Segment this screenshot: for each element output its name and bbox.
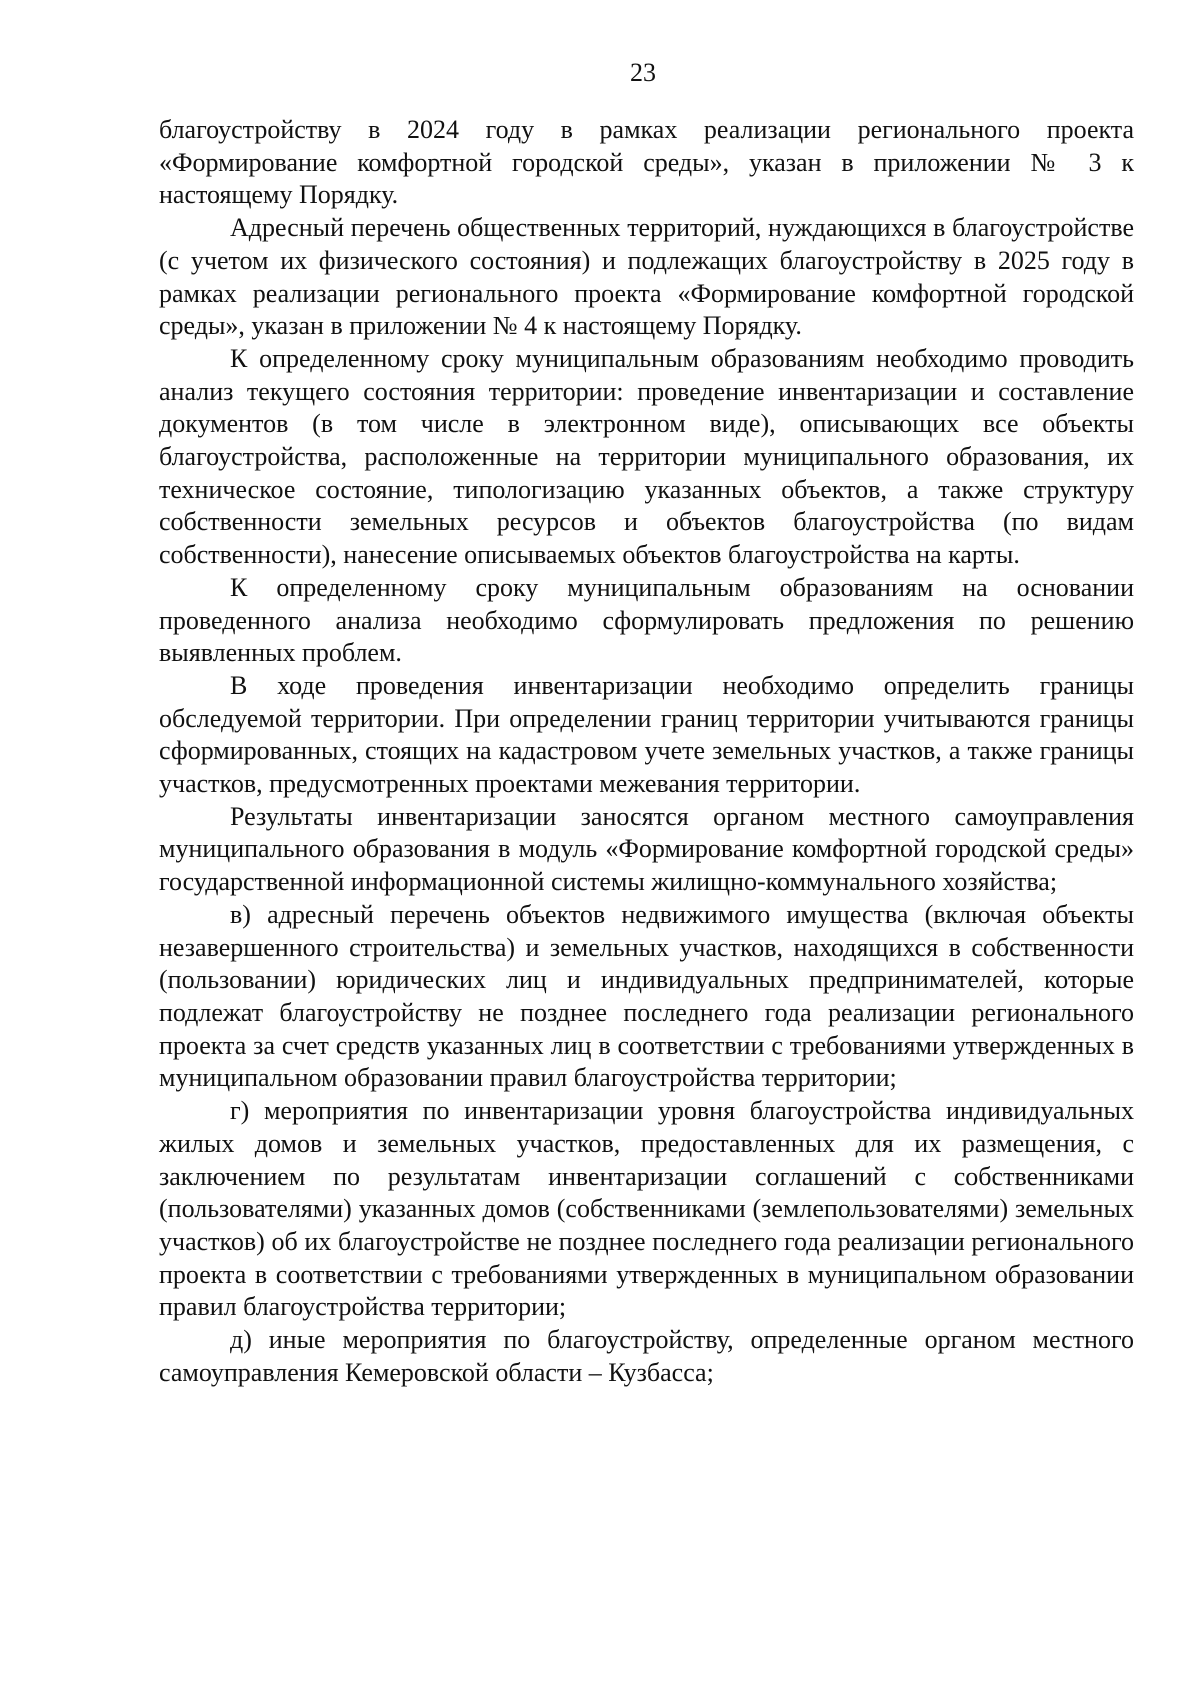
list-item-g: г) мероприятия по инвентаризации уровня благоустройства индивидуальных жилых домов и земельных участков, предоставленных для их размещения, с заключением по результатам инвентаризации соглашений с собственниками (пользователями) указанных домов (собственниками (землепользователями) земельных участков) об их благоустройстве не позднее последнего года реализации регионального проекта в соответствии с требованиями утвержденных в муниципальном образовании правил благоустройства территории; bbox=[159, 1096, 1134, 1322]
document-body bbox=[159, 114, 1134, 1389]
paragraph: Адресный перечень общественных территорий, нуждающихся в благоустройстве (с учетом их физического состояния) и подлежащих благоустройству в 2025 году в рамках реализации регионального проекта «Формирование комфортной городской среды», указан в приложении № 4 к настоящему Порядку. bbox=[159, 213, 1134, 341]
paragraph: К определенному сроку муниципальным образованиям необходимо проводить анализ текущего состояния территории: проведение инвентаризации и составление документов (в том числе в электронном виде), описывающих все объекты благоустройства, расположенные на территории муниципального образования, их техническое состояние, типологизацию указанных объектов, а также структуру собственности земельных ресурсов и объектов благоустройства (по видам собственности), нанесение описываемых объектов благоустройства на карты. bbox=[159, 343, 1134, 570]
page-number: 23 bbox=[630, 58, 656, 87]
list-item-d: д) иные мероприятия по благоустройству, определенные органом местного самоуправления Кемеровской области – Кузбасса; bbox=[159, 1325, 1134, 1387]
list-item-v: в) адресный перечень объектов недвижимого имущества (включая объекты незавершенного строительства) и земельных участков, находящихся в собственности (пользовании) юридических лиц и индивидуальных предпринимателей, которые подлежат благоустройству не позднее последнего года реализации регионального проекта за счет средств указанных лиц в соответствии с требованиями утвержденных в муниципальном образовании правил благоустройства территории; bbox=[159, 899, 1134, 1093]
paragraph-continuation: благоустройству в 2024 году в рамках реализации регионального проекта «Формирование комфортной городской среды», указан в приложении № 3 к настоящему Порядку. bbox=[159, 115, 1134, 210]
paragraph: Результаты инвентаризации заносятся органом местного самоуправления муниципального образования в модуль «Формирование комфортной городской среды» государственной информационной системы жилищно-коммунального хозяйства; bbox=[159, 801, 1134, 897]
paragraph: К определенному сроку муниципальным образованиям на основании проведенного анализа необходимо сформулировать предложения по решению выявленных проблем. bbox=[159, 572, 1134, 668]
paragraph: В ходе проведения инвентаризации необходимо определить границы обследуемой территории. При определении границ территории учитываются границы сформированных, стоящих на кадастровом учете земельных участков, а также границы участков, предусмотренных проектами межевания территории. bbox=[159, 670, 1134, 799]
